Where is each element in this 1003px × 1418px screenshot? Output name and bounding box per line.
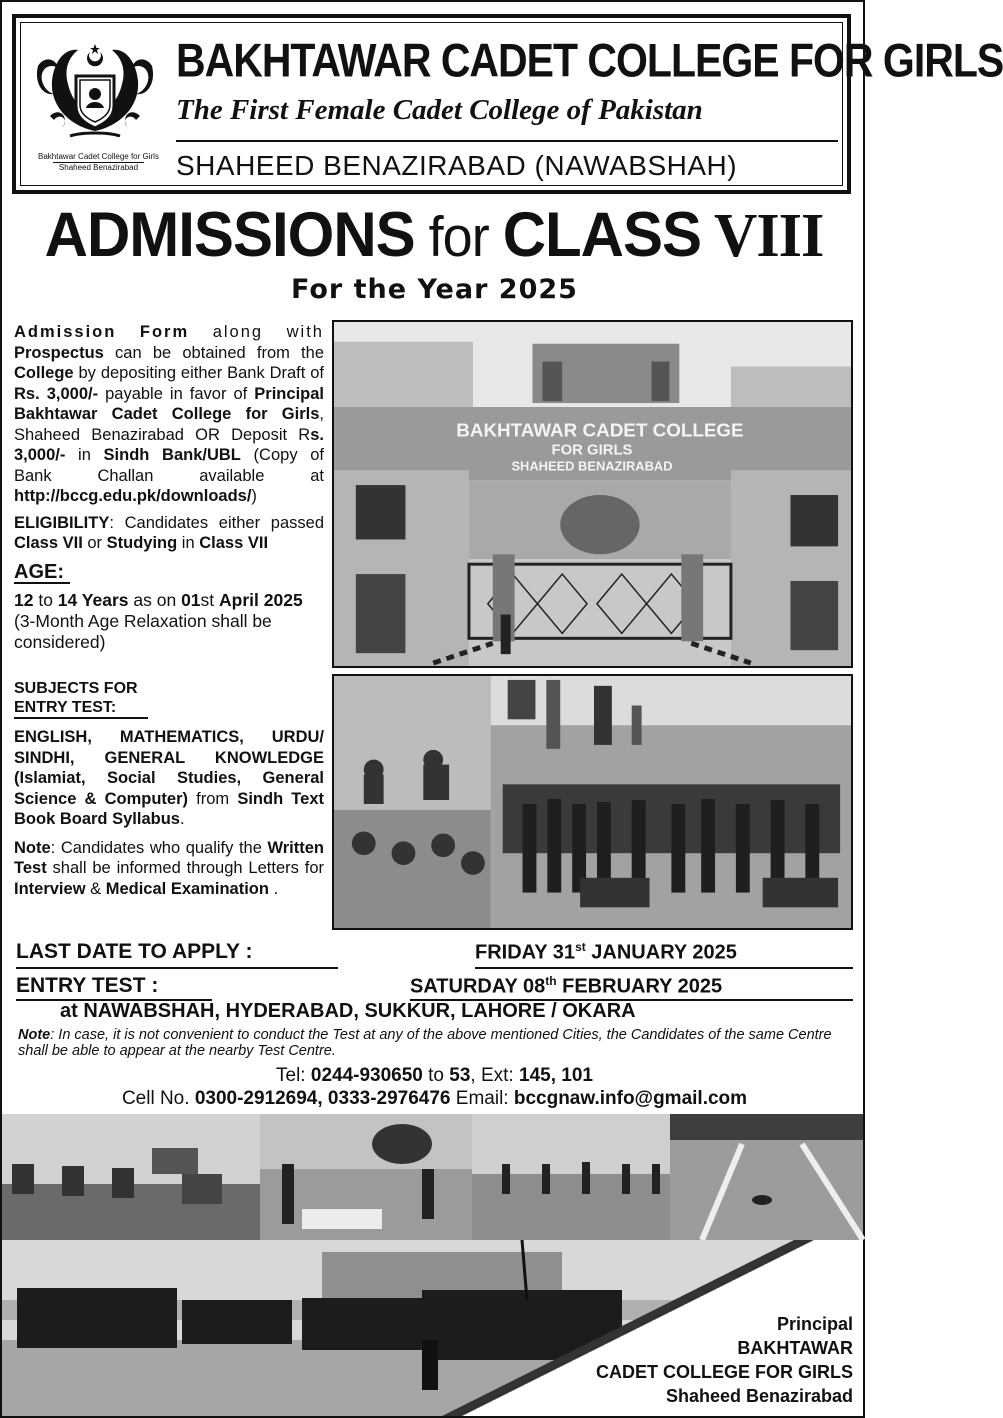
college-subtitle: The First Female Cadet College of Pakistan (176, 94, 703, 126)
admissions-headline (10, 198, 858, 272)
left-column (14, 322, 324, 905)
gate-photo-graphic (334, 322, 851, 666)
principal-signature-block (596, 1312, 853, 1408)
admission-form-paragraph (14, 322, 324, 507)
header-box (12, 14, 1003, 194)
form-t4: payable in favor of (98, 384, 255, 403)
tel-number[interactable]: 0244-930650 (310, 1065, 423, 1086)
college-title: BAKHTAWAR CADET COLLEGE FOR GIRLS (176, 34, 1003, 87)
form-b3: College (14, 364, 74, 382)
subjects-b1: ENGLISH, MATHEMATICS, URDU/ SINDHI, GENERAL KNOWLEDGE (Islamiat, Social Studies, General Science & Computer) (14, 728, 324, 808)
form-t1: along with (189, 323, 324, 341)
email-label: Email: (450, 1088, 514, 1109)
eligibility-paragraph (14, 513, 324, 554)
email-link[interactable]: bccgnaw.info@gmail.com (513, 1088, 748, 1109)
form-t6: in (65, 446, 104, 464)
ext-value: 145, 101 (519, 1065, 593, 1086)
elig-b3: Class VII (199, 534, 269, 552)
elig-t3: in (177, 534, 200, 552)
form-b2: Prospectus (14, 343, 104, 362)
form-t2: can be obtained from the (103, 343, 324, 362)
subjects-b2: Sindh Text Book Board Syllabus (14, 789, 325, 828)
subjects-heading-2: ENTRY TEST: (14, 699, 117, 716)
last-date-sup: st (575, 940, 586, 954)
elig-b1: Class VII (14, 534, 83, 552)
headline-roman: VIII (713, 200, 824, 270)
headline-admissions: ADMISSIONS (44, 199, 415, 270)
cell-label: Cell No. (121, 1088, 195, 1109)
tel-label: Tel: (276, 1065, 311, 1086)
elig-t2: or (82, 534, 107, 552)
form-b4: Rs. 3,000/- (14, 384, 99, 403)
age-heading: AGE: (14, 562, 70, 585)
headline-for: for (428, 205, 489, 269)
logo-caption-line1: Bakhtawar Cadet College for Girls (38, 152, 159, 161)
form-b7: Sindh Bank/UBL (103, 446, 241, 464)
note-paragraph (14, 838, 324, 900)
form-b5: Principal Bakhtawar Cadet College for Girls (14, 384, 324, 423)
ext-label: , Ext: (470, 1065, 519, 1086)
principal-location: Shaheed Benazirabad (665, 1386, 853, 1406)
logo-caption-line2: Shaheed Benazirabad (53, 162, 144, 173)
age-t1: to (33, 590, 58, 610)
college-crest-icon (30, 36, 160, 146)
gate-sign-line1: BAKHTAWAR CADET COLLEGE (456, 419, 744, 441)
note-t3: & (85, 879, 106, 898)
headline-class: CLASS (502, 199, 702, 270)
form-t8: ) (251, 487, 257, 505)
subjects-heading-1: SUBJECTS FOR (14, 680, 138, 697)
header-divider (176, 140, 838, 142)
tel-end: 53 (449, 1065, 471, 1086)
college-gate-photo (332, 320, 853, 668)
age-t3: st (200, 590, 220, 610)
footer-note-label: Note (18, 1027, 51, 1043)
subjects-heading (14, 679, 148, 719)
principal-college-2: CADET COLLEGE FOR GIRLS (595, 1362, 853, 1382)
download-link[interactable]: http://bccg.edu.pk/downloads/ (14, 487, 252, 505)
age-paragraph (14, 590, 324, 653)
entry-date-sup: th (545, 974, 557, 988)
age-t4: (3-Month Age Relaxation shall be considered) (14, 611, 272, 652)
ceremony-collage-photo (332, 674, 853, 930)
form-t7: (Copy of Bank Challan available at (14, 446, 324, 485)
collage-graphic (334, 676, 851, 928)
note-t1: : Candidates who qualify the (50, 838, 268, 857)
note-b2: Interview (14, 879, 86, 898)
entry-date-pre: SATURDAY 08 (410, 975, 546, 998)
telephone-line (2, 1065, 867, 1087)
tel-mid: to (422, 1065, 450, 1086)
form-t3: by depositing either Bank Draft of (73, 364, 324, 382)
gate-sign-line3: SHAHEED BENAZIRABAD (511, 458, 673, 474)
principal-title: Principal (776, 1314, 853, 1334)
form-b6: s. 3,000/- (14, 425, 324, 464)
last-date-rule (16, 967, 338, 969)
elig-b2: Studying (106, 534, 178, 552)
last-date-post: JANUARY 2025 (585, 941, 737, 964)
age-b2: 14 Years (57, 590, 129, 610)
entry-test-value (410, 974, 722, 999)
subjects-t2: . (179, 810, 185, 828)
year-line: For the Year 2025 (291, 274, 578, 305)
note-b3: Medical Examination (105, 879, 269, 898)
note-b1: Written Test (14, 838, 324, 877)
activities-graphic (2, 1114, 863, 1240)
form-t5: , Shaheed Benazirabad OR Deposit R (14, 405, 324, 444)
subjects-paragraph (14, 727, 324, 830)
last-date-label: LAST DATE TO APPLY : (16, 940, 253, 963)
principal-college-1: BAKHTAWAR (737, 1338, 853, 1358)
entry-date-post: FEBRUARY 2025 (556, 975, 723, 998)
last-date-pre: FRIDAY 31 (475, 941, 576, 964)
activities-photo-strip (2, 1114, 863, 1240)
eligibility-label: ELIGIBILITY (14, 513, 110, 532)
test-cities: at NAWABSHAH, HYDERABAD, SUKKUR, LAHORE / OKARA (60, 1000, 636, 1022)
last-date-value-rule (475, 967, 853, 969)
age-b3: 01 (181, 590, 201, 610)
age-b1: 12 (14, 590, 34, 610)
footer-note (18, 1027, 858, 1059)
college-location: SHAHEED BENAZIRABAD (NAWABSHAH) (176, 150, 738, 181)
form-lead: Admission Form (14, 323, 190, 341)
cell-email-line (2, 1088, 867, 1110)
last-date-value (475, 940, 737, 965)
entry-test-label: ENTRY TEST : (16, 974, 159, 997)
age-b4: April 2025 (219, 590, 303, 610)
cell-numbers[interactable]: 0300-2912694, 0333-2976476 (194, 1088, 451, 1109)
note-label: Note (14, 838, 51, 857)
elig-t1: : Candidates either passed (109, 513, 324, 532)
gate-sign-line2: FOR GIRLS (551, 442, 633, 459)
age-t2: as on (128, 590, 182, 610)
note-t2: shall be informed through Letters for (46, 859, 324, 877)
logo-caption (26, 152, 171, 173)
footer-note-text: : In case, it is not convenient to conduct the Test at any of the above mentioned Cities, the Candidates of the same Centre shall be able to appear at the nearby Test Centre. (18, 1027, 832, 1059)
note-t4: . (268, 879, 279, 898)
subjects-t1: from (188, 789, 238, 808)
